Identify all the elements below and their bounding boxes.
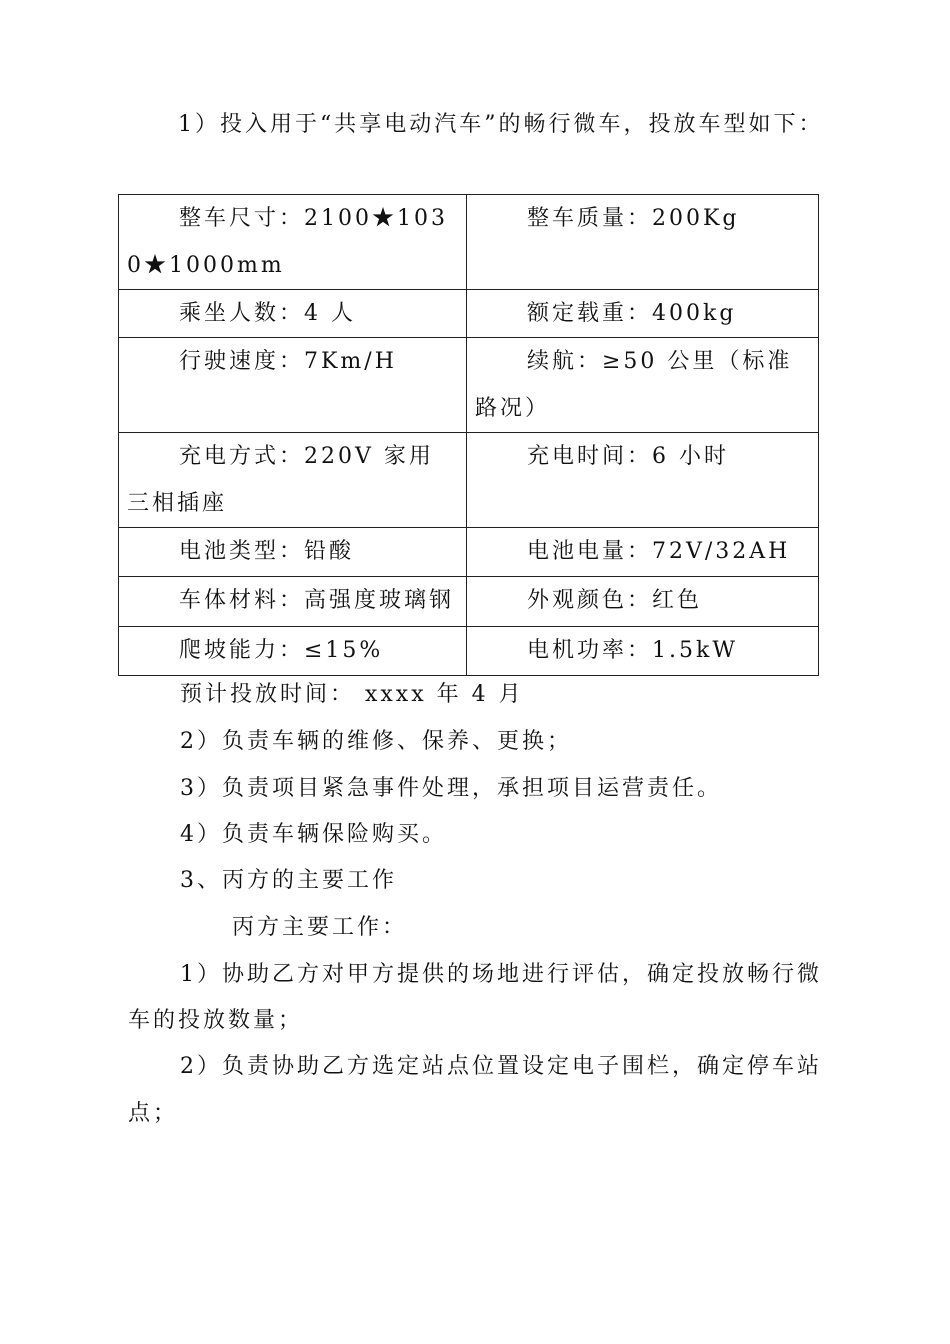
list-item-continuation: 车的投放数量；	[128, 1008, 304, 1033]
list-item: 2）负责车辆的维修、保养、更换；	[180, 729, 572, 754]
spec-cell: 整车尺寸：2100★1030★1000mm	[119, 195, 467, 290]
list-item: 4）负责车辆保险购买。	[180, 822, 447, 847]
launch-time-paragraph: 预计投放时间： xxxx 年 4 月	[180, 682, 524, 707]
spec-cell: 电池电量：72V/32AH	[467, 528, 819, 577]
list-item: 3）负责项目紧急事件处理，承担项目运营责任。	[180, 776, 722, 801]
spec-cell: 续航：≥50 公里（标准路况）	[467, 338, 819, 433]
spec-cell: 电机功率：1.5kW	[467, 627, 819, 676]
vehicle-spec-table	[118, 194, 819, 676]
spec-cell: 充电方式：220V 家用三相插座	[119, 433, 467, 528]
table-row	[119, 290, 819, 338]
table-row	[119, 433, 819, 528]
spec-cell: 电池类型：铅酸	[119, 528, 467, 577]
intro-paragraph: 1）投入用于“共享电动汽车”的畅行微车，投放车型如下：	[178, 112, 824, 137]
table-row	[119, 627, 819, 676]
table-row	[119, 195, 819, 290]
section-heading: 3、丙方的主要工作	[180, 868, 397, 893]
table-row	[119, 338, 819, 433]
spec-cell: 外观颜色：红色	[467, 577, 819, 627]
spec-cell: 乘坐人数：4 人	[119, 290, 467, 338]
spec-cell: 行驶速度：7Km/H	[119, 338, 467, 433]
spec-cell: 整车质量：200Kg	[467, 195, 819, 290]
list-item-continuation: 点；	[128, 1101, 179, 1126]
table-row	[119, 528, 819, 577]
spec-cell: 充电时间：6 小时	[467, 433, 819, 528]
spec-cell: 车体材料：高强度玻璃钢	[119, 577, 467, 627]
spec-cell: 爬坡能力：≤15%	[119, 627, 467, 676]
section-subheading: 丙方主要工作：	[232, 915, 408, 940]
list-item: 1）协助乙方对甲方提供的场地进行评估，确定投放畅行微	[180, 962, 822, 987]
spec-cell: 额定载重：400kg	[467, 290, 819, 338]
table-row	[119, 577, 819, 627]
list-item: 2）负责协助乙方选定站点位置设定电子围栏，确定停车站	[180, 1054, 822, 1079]
